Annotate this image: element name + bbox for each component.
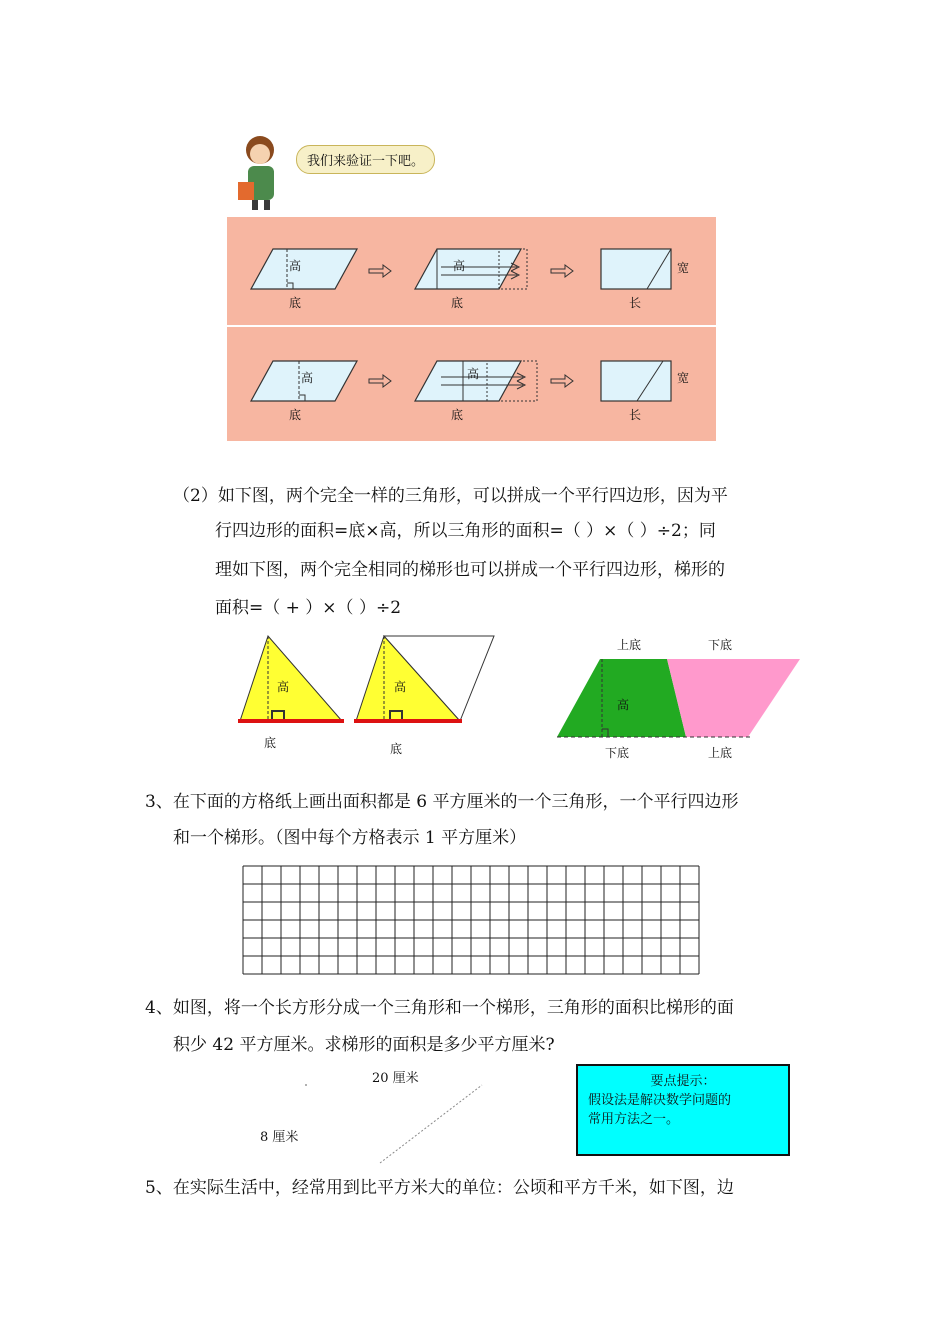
rectangle-1: [601, 249, 671, 289]
label-high-1b: 高: [453, 259, 466, 273]
speech-bubble: [296, 145, 435, 174]
rectangle-figure: [290, 1075, 500, 1170]
label-width-1: 宽: [677, 261, 690, 275]
parallelogram-1b: [415, 249, 521, 289]
teacher-illustration: [232, 130, 292, 210]
q4-line1: 4、如图，将一个长方形分成一个三角形和一个梯形，三角形的面积比梯形的面: [145, 998, 734, 1018]
q2-line3: 理如下图，两个完全相同的梯形也可以拼成一个平行四边形，梯形的: [215, 560, 725, 580]
grid-paper[interactable]: [242, 865, 700, 975]
tip-body-2: 常用方法之一。: [588, 1112, 680, 1127]
label-high-2b: 高: [467, 367, 480, 381]
trapezoid-pink: [667, 659, 800, 737]
tip-box: [576, 1064, 790, 1156]
label-high-1a: 高: [289, 259, 302, 273]
label-base-1b: 底: [451, 296, 464, 310]
label-base-2a: 底: [289, 408, 302, 422]
tri-high-2: 高: [394, 680, 407, 694]
tri-high-1: 高: [277, 680, 290, 694]
arrow-icon: [369, 375, 391, 387]
trap-bottom-2: 下底: [605, 746, 630, 760]
tip-title: 要点提示：: [650, 1074, 716, 1089]
triangle-1: [240, 636, 342, 721]
label-20cm: 20 厘米: [372, 1071, 419, 1086]
tri-base-2: 底: [390, 742, 403, 756]
q2-line4: 面积=（ + ）×（ ）÷2: [215, 598, 402, 618]
speech-text: 我们来验证一下吧。: [307, 154, 425, 169]
trap-bottom-1: 下底: [708, 638, 733, 652]
q2-line2: 行四边形的面积=底×高，所以三角形的面积=（ ）×（ ）÷2；同: [215, 521, 716, 541]
arrow-icon: [551, 265, 573, 277]
rectangle-2: [601, 361, 671, 401]
trap-top-1: 上底: [617, 638, 642, 652]
q3-line2: 和一个梯形。（图中每个方格表示 1 平方厘米）: [173, 828, 527, 848]
tip-body-1: 假设法是解决数学问题的: [588, 1093, 732, 1108]
q4-line2: 积少 42 平方厘米。求梯形的面积是多少平方厘米?: [173, 1035, 555, 1055]
label-length-1: 长: [629, 296, 642, 310]
label-8cm: 8 厘米: [260, 1130, 299, 1145]
q2-line1: （2）如下图，两个完全一样的三角形，可以拼成一个平行四边形，因为平: [173, 486, 728, 506]
verification-panels: [227, 217, 716, 441]
q5-line1: 5、在实际生活中，经常用到比平方米大的单位：公顷和平方千米，如下图，边: [145, 1178, 734, 1198]
arrow-icon: [369, 265, 391, 277]
label-high-2a: 高: [301, 371, 314, 385]
label-base-2b: 底: [451, 408, 464, 422]
trap-high: 高: [617, 698, 630, 712]
q3-line1: 3、在下面的方格纸上画出面积都是 6 平方厘米的一个三角形，一个平行四边形: [145, 792, 739, 812]
tri-base-1: 底: [264, 736, 277, 750]
label-length-2: 长: [629, 408, 642, 422]
arrow-icon: [551, 375, 573, 387]
parallelogram-1a: [251, 249, 357, 289]
label-base-1a: 底: [289, 296, 302, 310]
trap-top-2: 上底: [708, 746, 733, 760]
label-width-2: 宽: [677, 371, 690, 385]
